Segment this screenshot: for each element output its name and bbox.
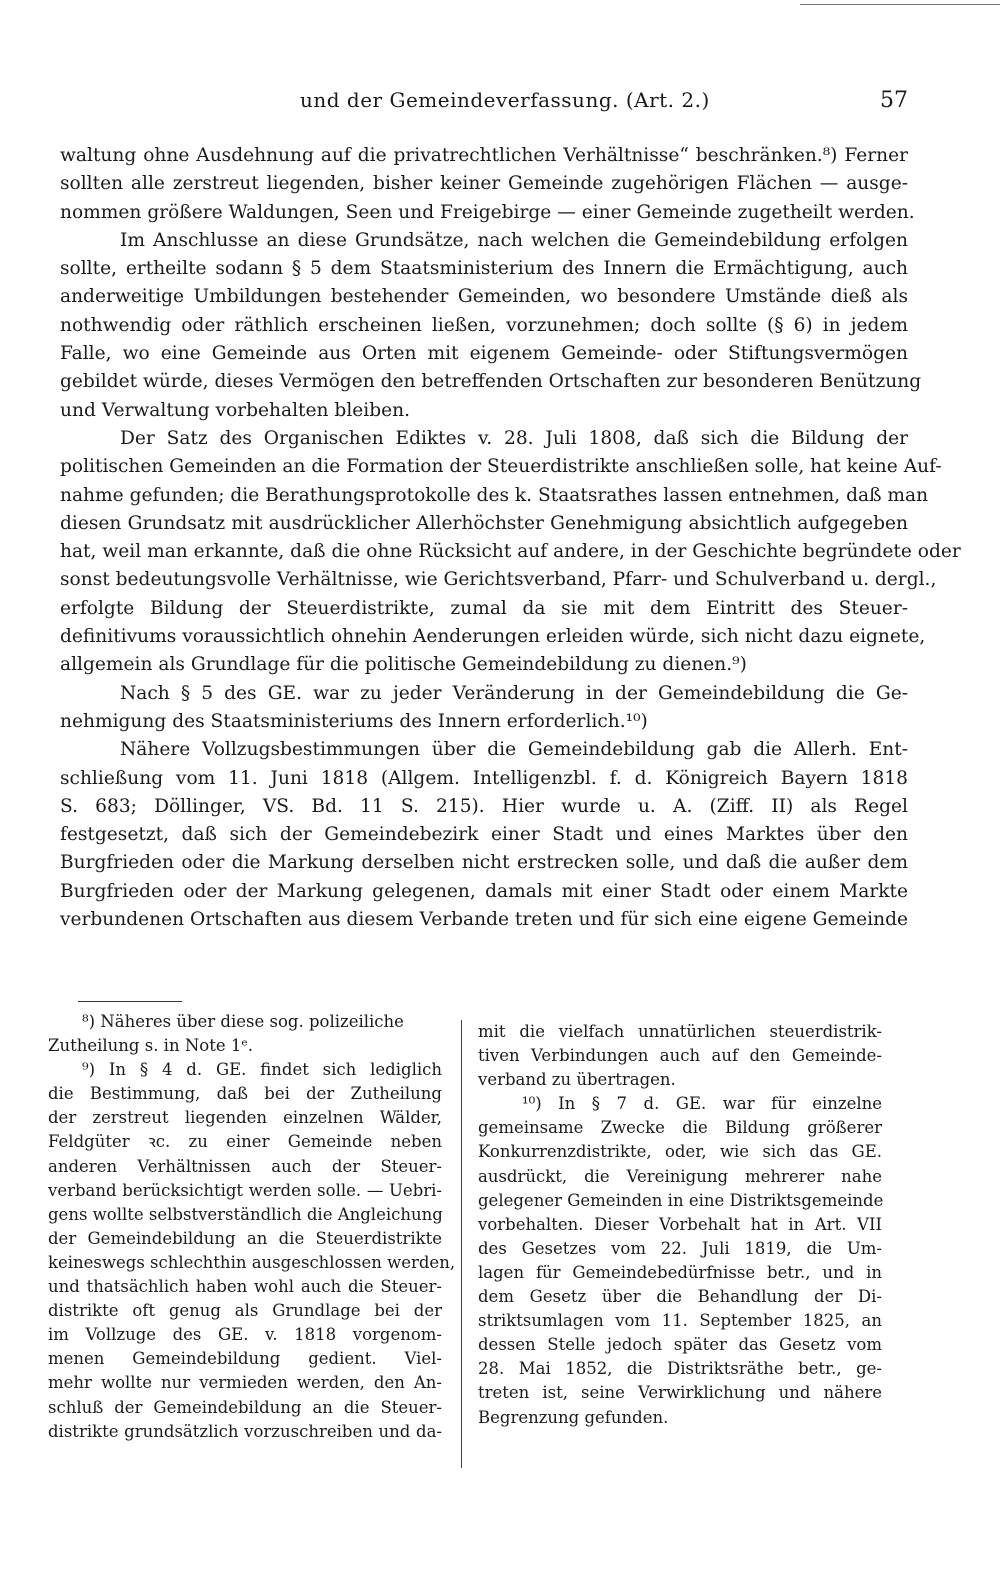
footnote-line: ⁹) In § 4 d. GE. findet sich lediglich	[82, 1060, 442, 1080]
footnotes-left-column	[48, 1010, 456, 1444]
text-line: nahme gefunden; die Berathungsprotokolle des k. Staatsrathes lassen entnehmen, daß man	[60, 484, 929, 506]
text-line: diesen Grundsatz mit ausdrücklicher Allerhöchster Genehmigung absichtlich aufgegeben	[60, 512, 908, 534]
footnote-line: verband berücksichtigt werden solle. — Uebri-	[48, 1180, 442, 1200]
footnote-line: und thatsächlich haben wohl auch die Steuer-	[48, 1277, 442, 1297]
text-line: S. 683; Döllinger, VS. Bd. 11 S. 215). Hier wurde u. A. (Ziff. II) als Regel	[60, 795, 908, 817]
footnote-line: der zerstreut liegenden einzelnen Wälder,	[48, 1108, 442, 1128]
footnote-line: Feldgüter ꝛc. zu einer Gemeinde neben	[48, 1132, 442, 1152]
footnote-line: keineswegs schlechthin ausgeschlossen werden,	[48, 1252, 456, 1272]
text-line: nommen größere Waldungen, Seen und Freigebirge — einer Gemeinde zugetheilt werden.	[60, 201, 915, 223]
text-line: sollten alle zerstreut liegenden, bisher keiner Gemeinde zugehörigen Flächen — ausge-	[60, 173, 908, 195]
footnote-line: tiven Verbindungen auch auf den Gemeinde-	[478, 1046, 882, 1066]
footnote-line: mit die vielfach unnatürlichen steuerdistrik-	[478, 1022, 882, 1041]
footnote-line: der Gemeindebildung an die Steuerdistrikte	[48, 1228, 442, 1248]
footnote-line: gens wollte selbstverständlich die Angleichung	[48, 1204, 443, 1224]
footnote-line: lagen für Gemeindebedürfnisse betr., und in	[478, 1262, 882, 1282]
footnote-line: mehr wollte nur vermieden werden, den An-	[48, 1373, 442, 1393]
text-line: nehmigung des Staatsministeriums des Innern erforderlich.¹⁰)	[60, 710, 648, 732]
text-line: definitivums voraussichtlich ohnehin Aenderungen erleiden würde, sich nicht dazu eignete,	[60, 626, 926, 648]
text-line: Der Satz des Organischen Ediktes v. 28. Juli 1808, daß sich die Bildung der	[120, 427, 908, 449]
text-line: und Verwaltung vorbehalten bleiben.	[60, 399, 411, 421]
main-text	[60, 142, 961, 934]
footnote-line: schluß der Gemeindebildung an die Steuer-	[48, 1397, 442, 1417]
footnote-line: menen Gemeindebildung gedient. Viel-	[48, 1349, 442, 1369]
footnote-line: distrikte grundsätzlich vorzuschreiben und da-	[48, 1421, 442, 1441]
text-line: Burgfrieden oder der Markung gelegenen, damals mit einer Stadt oder einem Markte	[60, 880, 908, 902]
text-line: politischen Gemeinden an die Formation der Steuerdistrikte anschließen solle, hat keine Auf-	[60, 456, 942, 478]
text-line: Nach § 5 des GE. war zu jeder Veränderung in der Gemeindebildung die Ge-	[120, 682, 908, 704]
footnote-line: Zutheilung s. in Note 1ᵉ.	[48, 1036, 253, 1056]
text-line: sollte, ertheilte sodann § 5 dem Staatsministerium des Innern die Ermächtigung, auch	[60, 258, 908, 280]
text-line: waltung ohne Ausdehnung auf die privatrechtlichen Verhältnisse“ beschränken.⁸) Ferner	[60, 145, 908, 166]
text-line: nothwendig oder räthlich erscheinen ließen, vorzunehmen; doch sollte (§ 6) in jedem	[60, 314, 908, 336]
text-line: schließung vom 11. Juni 1818 (Allgem. Intelligenzbl. f. d. Königreich Bayern 1818	[60, 767, 908, 789]
footnote-line: treten ist, seine Verwirklichung und nähere	[478, 1383, 882, 1403]
text-line: gebildet würde, dieses Vermögen den betreffenden Ortschaften zur besonderen Benützung	[60, 371, 922, 393]
text-line: allgemein als Grundlage für die politische Gemeindebildung zu dienen.⁹)	[60, 654, 747, 676]
footnote-line: gelegener Gemeinden in eine Distriktsgemeinde	[478, 1190, 884, 1210]
text-line: erfolgte Bildung der Steuerdistrikte, zumal da sie mit dem Eintritt des Steuer-	[60, 597, 908, 619]
text-line: Im Anschlusse an diese Grundsätze, nach welchen die Gemeindebildung erfolgen	[120, 229, 908, 251]
footnote-line: distrikte oft genug als Grundlage bei der	[48, 1301, 442, 1321]
text-line: sonst bedeutungsvolle Verhältnisse, wie Gerichtsverband, Pfarr- und Schulverband u. dergl.,	[60, 569, 937, 591]
footnote-line: Konkurrenzdistrikte, oder, wie sich das GE.	[478, 1142, 882, 1162]
text-line: Nähere Vollzugsbestimmungen über die Gemeindebildung gab die Allerh. Ent-	[120, 739, 908, 761]
text-line: Falle, wo eine Gemeinde aus Orten mit eigenem Gemeinde- oder Stiftungsvermögen	[60, 343, 908, 365]
text-line: verbundenen Ortschaften aus diesem Verbande treten und für sich eine eigene Gemeinde	[60, 909, 908, 931]
footnote-line: 28. Mai 1852, die Distriktsräthe betr., ge-	[478, 1359, 882, 1379]
footnote-line: des Gesetzes vom 22. Juli 1819, die Um-	[478, 1238, 882, 1258]
footnote-line: ⁸) Näheres über diese sog. polizeiliche	[82, 1012, 404, 1031]
text-line: festgesetzt, daß sich der Gemeindebezirk einer Stadt und eines Marktes über den	[60, 824, 908, 846]
text-line: hat, weil man erkannte, daß die ohne Rücksicht auf andere, in der Geschichte begründete oder	[60, 541, 961, 563]
footnote-line: dem Gesetz über die Behandlung der Di-	[478, 1287, 882, 1307]
footnote-separator	[78, 1001, 182, 1002]
footnote-line: ausdrückt, die Vereinigung mehrerer nahe	[478, 1166, 882, 1186]
footnote-line: im Vollzuge des GE. v. 1818 vorgenom-	[48, 1325, 442, 1345]
footnote-line: gemeinsame Zwecke die Bildung größerer	[478, 1118, 882, 1138]
footnote-line: dessen Stelle jedoch später das Gesetz vom	[478, 1335, 882, 1355]
footnote-line: striktsumlagen vom 11. September 1825, an	[478, 1311, 882, 1331]
footnote-line: anderen Verhältnissen auch der Steuer-	[48, 1156, 442, 1176]
text-line: Burgfrieden oder die Markung derselben nicht erstrecken solle, und daß die außer dem	[60, 852, 908, 874]
running-title: und der Gemeindeverfassung. (Art. 2.)	[300, 88, 710, 112]
text-line: anderweitige Umbildungen bestehender Gemeinden, wo besondere Umstände dieß als	[60, 286, 908, 308]
footnote-line: Begrenzung gefunden.	[478, 1407, 669, 1427]
column-rule	[461, 1020, 462, 1468]
scan-edge-line	[800, 4, 1000, 5]
running-header	[60, 88, 908, 118]
footnote-line: vorbehalten. Dieser Vorbehalt hat in Art. VII	[478, 1214, 882, 1234]
footnotes-right-column	[478, 1020, 882, 1430]
page-number: 57	[880, 88, 908, 113]
footnote-line: ¹⁰) In § 7 d. GE. war für einzelne	[522, 1094, 882, 1114]
footnote-line: verband zu übertragen.	[478, 1070, 676, 1090]
footnote-line: die Bestimmung, daß bei der Zutheilung	[48, 1084, 442, 1104]
